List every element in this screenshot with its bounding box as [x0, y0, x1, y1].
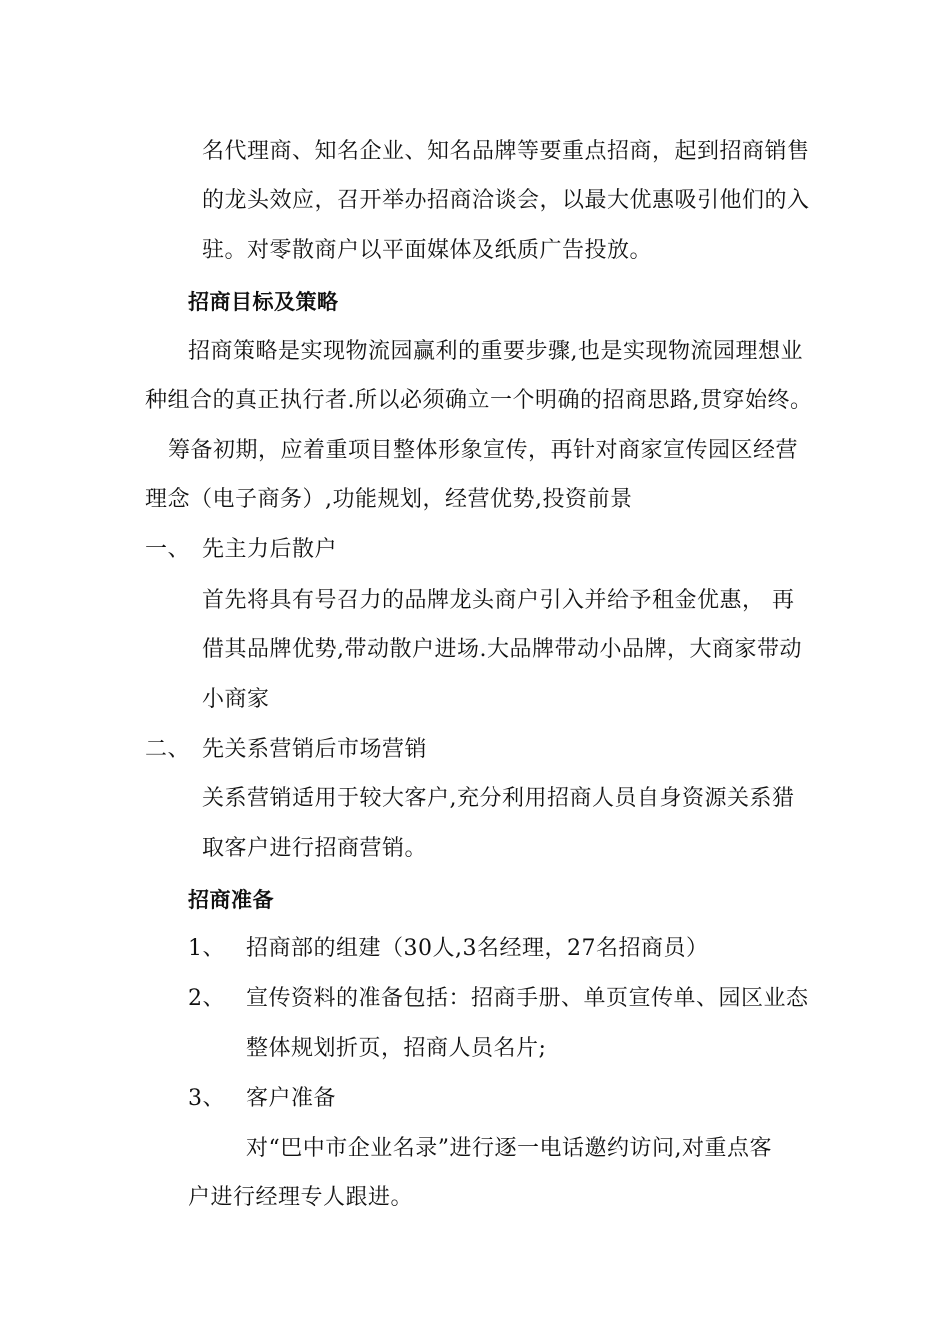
- initial-line-2: 理念（电子商务）,功能规划，经营优势,投资前景: [145, 487, 633, 512]
- heading-goals-strategy: 招商目标及策略: [188, 290, 339, 314]
- section2-number: 二、: [145, 737, 191, 762]
- prep-item-3-number: 3、: [188, 1086, 225, 1111]
- section2-title: 先关系营销后市场营销: [202, 737, 428, 762]
- section1-number: 一、: [145, 537, 191, 562]
- initial-line-1: 筹备初期，应着重项目整体形象宣传，再针对商家宣传园区经营: [168, 438, 799, 463]
- section1-line-3: 小商家: [202, 687, 270, 712]
- prep-item-1-text: 招商部的组建（30人,3名经理，27名招商员）: [246, 936, 709, 961]
- section2-line-1: 关系营销适用于较大客户,充分利用招商人员自身资源关系猎: [202, 786, 795, 811]
- section1-line-2: 借其品牌优势,带动散户进场.大品牌带动小品牌，大商家带动: [202, 637, 802, 662]
- heading-preparation: 招商准备: [188, 888, 274, 912]
- intro-line-1: 名代理商、知名企业、知名品牌等要重点招商，起到招商销售: [202, 139, 810, 164]
- strategy-line-1: 招商策略是实现物流园赢利的重要步骤,也是实现物流园理想业: [188, 339, 803, 364]
- clients-line-1: 对“巴中市企业名录”进行逐一电话邀约访问,对重点客: [246, 1136, 772, 1161]
- prep-item-2-number: 2、: [188, 986, 225, 1011]
- section1-title: 先主力后散户: [202, 537, 338, 562]
- section2-line-2: 取客户进行招商营销。: [202, 836, 428, 861]
- clients-line-2: 户进行经理专人跟进。: [188, 1185, 414, 1210]
- intro-line-3: 驻。对零散商户以平面媒体及纸质广告投放。: [202, 238, 653, 263]
- strategy-line-2: 种组合的真正执行者.所以必须确立一个明确的招商思路,贯穿始终。: [145, 388, 813, 413]
- intro-line-2: 的龙头效应，召开举办招商洽谈会，以最大优惠吸引他们的入: [202, 188, 810, 213]
- prep-item-2-text-1: 宣传资料的准备包括：招商手册、单页宣传单、园区业态: [246, 986, 809, 1011]
- prep-item-3-text: 客户准备: [246, 1086, 337, 1111]
- prep-item-1-number: 1、: [188, 936, 225, 961]
- section1-line-1: 首先将具有号召力的品牌龙头商户引入并给予租金优惠， 再: [202, 588, 795, 613]
- prep-item-2-text-2: 整体规划折页，招商人员名片;: [246, 1036, 547, 1061]
